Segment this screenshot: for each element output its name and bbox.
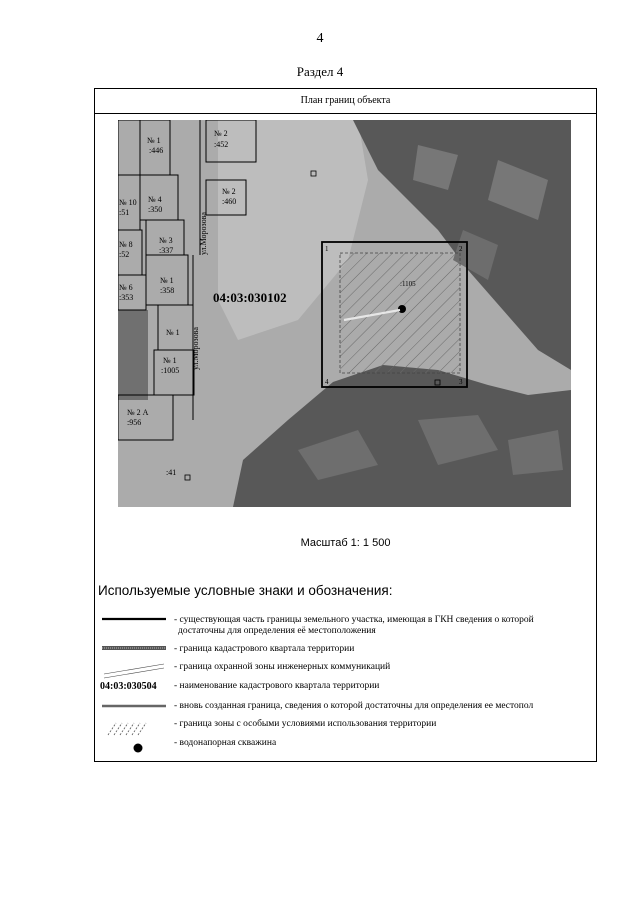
legend-item-text: - граница кадастрового квартала территории bbox=[174, 644, 355, 654]
svg-text::353: :353 bbox=[119, 293, 134, 302]
lot-label: № 1 bbox=[147, 136, 161, 145]
svg-text::1005: :1005 bbox=[161, 366, 180, 375]
parcel-hatch bbox=[340, 253, 460, 373]
svg-text::446: :446 bbox=[149, 146, 164, 155]
svg-text:№ 4: № 4 bbox=[148, 195, 162, 204]
legend-item-text: - граница охранной зоны инженерных коммуникаций bbox=[174, 662, 391, 672]
corner-label: 1 bbox=[325, 245, 329, 253]
thick-line-symbol bbox=[100, 615, 168, 637]
section-title: Раздел 4 bbox=[296, 64, 344, 79]
svg-text::350: :350 bbox=[148, 205, 163, 214]
svg-text::337: :337 bbox=[159, 246, 174, 255]
svg-text:№ 6: № 6 bbox=[119, 283, 133, 292]
svg-text:№ 2 А: № 2 А bbox=[127, 408, 149, 417]
plan-frame bbox=[94, 88, 597, 762]
svg-text::51: :51 bbox=[119, 208, 130, 217]
scale-text: Масштаб 1: 1 500 bbox=[300, 537, 391, 549]
parcel-label: :1105 bbox=[400, 280, 416, 288]
street-label: ул.Морозова bbox=[191, 327, 200, 370]
svg-text:№ 1: № 1 bbox=[160, 276, 174, 285]
svg-text:№ 3: № 3 bbox=[159, 236, 173, 245]
legend-item bbox=[95, 615, 596, 637]
svg-text:№ 10: № 10 bbox=[119, 198, 137, 207]
legend-item bbox=[95, 738, 596, 760]
legend-item bbox=[95, 681, 596, 703]
corner-label: 4 bbox=[325, 378, 329, 386]
quarter-code-sample: 04:03:030504 bbox=[100, 681, 157, 692]
legend-title: Используемые условные знаки и обозначения: bbox=[98, 583, 393, 598]
svg-text::956: :956 bbox=[127, 418, 142, 427]
legend-item-text: - граница зоны с особыми условиями использования территории bbox=[174, 719, 437, 729]
svg-text::452: :452 bbox=[214, 140, 229, 149]
legend-item-text: - вновь созданная граница, сведения о которой достаточны для определения ее местопол bbox=[174, 701, 534, 711]
legend-item-text: - существующая часть границы земельного участка, имеющая в ГКН сведения о которой bbox=[174, 615, 534, 625]
svg-text:№ 1: № 1 bbox=[163, 356, 177, 365]
street-label: ул.Морозова bbox=[199, 212, 208, 255]
svg-text::358: :358 bbox=[160, 286, 175, 295]
page-number: 4 bbox=[316, 31, 324, 46]
svg-text::52: :52 bbox=[119, 250, 130, 259]
water-well bbox=[398, 305, 406, 313]
cadastral-map bbox=[118, 120, 571, 507]
quarter-label: 04:03:030102 bbox=[213, 290, 287, 305]
corner-label: 3 bbox=[459, 378, 463, 386]
legend-item-text: - водонапорная скважина bbox=[174, 738, 277, 748]
map-left-dark bbox=[118, 310, 148, 400]
svg-text:№ 2: № 2 bbox=[222, 187, 236, 196]
svg-text:№ 2: № 2 bbox=[214, 129, 228, 138]
legend-item-text-continued: достаточны для определения её местоположения bbox=[178, 626, 376, 636]
plan-title: План границ объекта bbox=[95, 89, 596, 114]
legend-item-text: - наименование кадастрового квартала территории bbox=[174, 681, 380, 691]
corner-label: 2 bbox=[459, 245, 463, 253]
svg-text:№ 1: № 1 bbox=[166, 328, 180, 337]
svg-text::460: :460 bbox=[222, 197, 237, 206]
svg-text::41: :41 bbox=[166, 468, 177, 477]
water-well-symbol bbox=[100, 738, 168, 760]
svg-text:№ 8: № 8 bbox=[119, 240, 133, 249]
